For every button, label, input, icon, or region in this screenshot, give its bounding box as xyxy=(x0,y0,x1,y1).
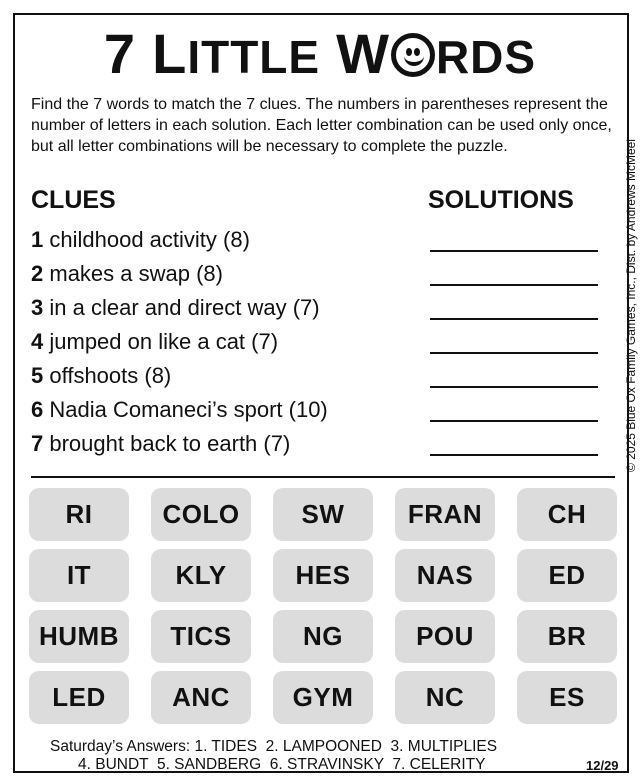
clue-7: 7 brought back to earth (7) xyxy=(31,431,291,456)
solutions-header: SOLUTIONS xyxy=(428,186,574,214)
title-letter-w: W xyxy=(336,22,390,85)
clue-5: 5 offshoots (8) xyxy=(31,363,172,388)
clue-4: 4 jumped on like a cat (7) xyxy=(31,329,279,354)
tile-humb[interactable]: HUMB xyxy=(29,610,129,663)
tile-gym[interactable]: GYM xyxy=(273,671,373,724)
puzzle-title xyxy=(0,22,640,89)
puzzle-date: 12/29 xyxy=(586,758,619,773)
tile-nc[interactable]: NC xyxy=(395,671,495,724)
smiley-face-icon xyxy=(391,33,435,77)
clue-6: 6 Nadia Comaneci’s sport (10) xyxy=(31,397,328,422)
solution-line-1[interactable] xyxy=(430,250,598,252)
tile-ri[interactable]: RI xyxy=(29,488,129,541)
tile-nas[interactable]: NAS xyxy=(395,549,495,602)
clue-1: 1 childhood activity (8) xyxy=(31,227,250,252)
tile-it[interactable]: IT xyxy=(29,549,129,602)
tile-fran[interactable]: FRAN xyxy=(395,488,495,541)
instructions: Find the 7 words to match the 7 clues. The numbers in parentheses represent the number of letters in each solution. Each letter combination can be used only once, but all letter combinations will be necessary to complete the puzzle. xyxy=(31,96,612,155)
tile-led[interactable]: LED xyxy=(29,671,129,724)
solution-line-2[interactable] xyxy=(430,284,598,286)
answers-line-1: Saturday’s Answers: 1. TIDES 2. LAMPOONED 3. MULTIPLIES xyxy=(50,738,498,755)
tile-colo[interactable]: COLO xyxy=(151,488,251,541)
tile-kly[interactable]: KLY xyxy=(151,549,251,602)
solution-line-4[interactable] xyxy=(430,352,598,354)
clues-header: CLUES xyxy=(31,186,116,214)
tile-sw[interactable]: SW xyxy=(273,488,373,541)
tile-ng[interactable]: NG xyxy=(273,610,373,663)
title-letter-l: L xyxy=(152,22,188,85)
solution-line-3[interactable] xyxy=(430,318,598,320)
title-number: 7 xyxy=(103,22,137,85)
copyright-notice: © 2025 Blue Ox Family Games, Inc., Dist. by Andrews McMeel xyxy=(624,139,638,472)
tile-br[interactable]: BR xyxy=(517,610,617,663)
answers-line-2: 4. BUNDT 5. SANDBERG 6. STRAVINSKY 7. CELERITY xyxy=(78,756,486,773)
solution-line-6[interactable] xyxy=(430,420,598,422)
tile-ed[interactable]: ED xyxy=(517,549,617,602)
tile-anc[interactable]: ANC xyxy=(151,671,251,724)
solution-line-7[interactable] xyxy=(430,454,598,456)
tile-hes[interactable]: HES xyxy=(273,549,373,602)
divider-line xyxy=(31,476,615,478)
tile-es[interactable]: ES xyxy=(517,671,617,724)
tile-pou[interactable]: POU xyxy=(395,610,495,663)
solution-line-5[interactable] xyxy=(430,386,598,388)
tile-tics[interactable]: TICS xyxy=(151,610,251,663)
title-ittle: ITTLE xyxy=(187,31,321,83)
tile-ch[interactable]: CH xyxy=(517,488,617,541)
clue-3: 3 in a clear and direct way (7) xyxy=(31,295,320,320)
clue-2: 2 makes a swap (8) xyxy=(31,261,223,286)
title-rds: RDS xyxy=(435,31,537,83)
